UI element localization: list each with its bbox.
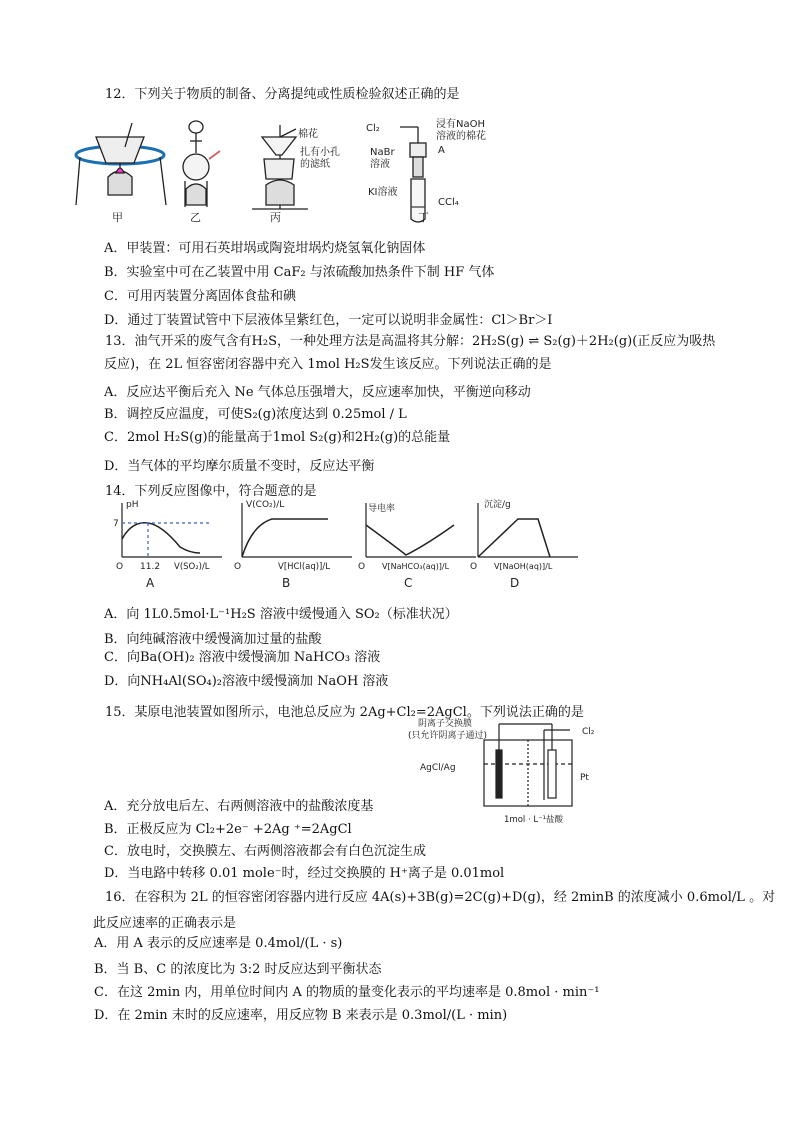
q16-option-d: D．在 2min 末时的反应速率，用反应物 B 来表示是 0.3mol/(L · min) [94,1008,508,1023]
label-cotton: 棉花 [298,129,318,140]
label-pt-electrode: Pt [580,773,589,783]
q14-graphs-figure [110,495,580,595]
apparatus-yi [183,121,220,207]
q15-option-c: C．放电时，交换膜左、右两侧溶液都会有白色沉淀生成 [104,844,426,859]
q12-option-b: B．实验室中可在乙装置中用 CaF₂ 与浓硫酸加热条件下制 HF 气体 [104,265,495,280]
q16-stem: 16．在容积为 2L 的恒容密闭容器内进行反应 4A(s)+3B(g)=2C(g)+D(g)，经 2minB 的浓度减小 0.6mol/L 。对 [105,890,776,905]
label-naoh-2: 溶液的棉花 [436,131,486,142]
q13-option-d: D．当气体的平均摩尔质量不变时，反应达平衡 [104,459,375,474]
q14-option-d: D．向NH₄Al(SO₄)₂溶液中缓慢滴加 NaOH 溶液 [104,674,389,689]
graph-d-xlabel: V[NaOH(aq)]/L [494,562,553,571]
graph-b-letter: B [282,576,291,590]
label-ding: 丁 [418,211,429,224]
q16-stem-line2: 此反应速率的正确表示是 [93,916,237,931]
label-ki: KI溶液 [368,187,398,198]
graph-a-xlabel: V(SO₂)/L [174,562,210,572]
apparatus-jia [76,123,166,205]
graph-a-letter: A [146,576,155,590]
q15-battery-figure [408,719,620,830]
q16-option-a: A．用 A 表示的反应速率是 0.4mol/(L · s) [94,936,343,951]
graph-b [242,503,352,557]
graph-b-ylabel: V(CO₂)/L [246,500,285,510]
label-membrane-1: 阴离子交换膜 [418,719,473,729]
label-naoh-1: 浸有NaOH [436,119,485,130]
graph-d [478,503,578,557]
graph-c-xlabel: V[NaHCO₃(aq)]/L [382,562,450,571]
q15-option-b: B．正极反应为 Cl₂+2e⁻ +2Ag ⁺=2AgCl [104,822,352,837]
label-jia: 甲 [112,211,123,224]
graph-a-tick-y: 7 [113,519,119,529]
label-a: A [438,145,445,156]
label-membrane-2: (只允许阴离子通过) [408,731,488,741]
label-bing: 丙 [270,211,281,224]
q16-option-b: B．当 B、C 的浓度比为 3:2 时反应达到平衡状态 [94,962,382,977]
label-filter-1: 扎有小孔 [300,147,340,158]
q15-option-d: D．当电路中转移 0.01 mole⁻时，经过交换膜的 H⁺离子是 0.01mol [104,866,505,881]
label-ccl4: CCl₄ [438,197,459,208]
graph-a-ylabel: pH [126,500,139,510]
q13-stem-line2: 反应)，在 2L 恒容密闭容器中充入 1mol H₂S发生该反应。下列说法正确的是 [104,357,552,372]
graph-d-ylabel: 沉淀/g [484,500,511,510]
graph-c-ylabel: 导电率 [368,504,396,514]
graph-a-tick-x: 11.2 [140,562,161,572]
apparatus-ding [400,127,426,222]
label-nabr-2: 溶液 [370,159,390,170]
q15-option-a: A．充分放电后左、右两侧溶液中的盐酸浓度基 [104,799,374,814]
label-hcl-solution: 1mol · L⁻¹盐酸 [504,815,563,825]
q16-option-c: C．在这 2min 内，用单位时间内 A 的物质的量变化表示的平均速率是 0.8mol · min⁻¹ [94,985,600,1000]
label-cl2: Cl₂ [366,123,380,134]
graph-b-xlabel: V[HCl(aq)]/L [278,562,330,572]
q14-option-b: B．向纯碱溶液中缓慢滴加过量的盐酸 [104,632,322,647]
q12-option-a: A．甲装置：可用石英坩埚或陶瓷坩埚灼烧氢氧化钠固体 [104,241,426,256]
label-filter-2: 的滤纸 [300,159,330,170]
q14-option-c: C．向Ba(OH)₂ 溶液中缓慢滴加 NaHCO₃ 溶液 [104,650,381,665]
graph-c-origin: O [358,562,366,572]
graph-b-origin: O [234,562,242,572]
q13-option-a: A．反应达平衡后充入 Ne 气体总压强增大，反应速率加快，平衡逆向移动 [104,385,531,400]
q12-option-c: C．可用丙装置分离固体食盐和碘 [104,289,296,304]
graph-a [122,503,222,557]
q15-stem: 15．某原电池装置如图所示，电池总反应为 2Ag+Cl₂=2AgCl。下列说法正确的是 [105,705,584,720]
q14-option-a: A．向 1L0.5mol·L⁻¹H₂S 溶液中缓慢通入 SO₂（标准状况） [104,607,458,622]
label-yi: 乙 [190,211,201,224]
graph-c-letter: C [404,576,413,590]
q13-stem: 13．油气开采的废气含有H₂S，一种处理方法是高温将其分解：2H₂S(g) ⇌ S₂(g)＋2H₂(g)(正反应为吸热 [105,334,716,349]
graph-d-origin: O [470,562,478,572]
graph-a-origin: O [116,562,124,572]
q12-option-d: D．通过丁装置试管中下层液体呈紫红色，一定可以说明非金属性：Cl＞Br＞I [104,313,553,328]
graph-d-letter: D [510,576,520,590]
q12-apparatus-figure [70,115,520,225]
label-cl2-inlet: Cl₂ [582,727,595,737]
q13-option-c: C．2mol H₂S(g)的能量高于1mol S₂(g)和2H₂(g)的总能量 [104,430,451,445]
q12-stem: 12．下列关于物质的制备、分离提纯或性质检验叙述正确的是 [105,87,460,102]
q14-stem: 14．下列反应图像中，符合题意的是 [105,484,317,499]
label-nabr-1: NaBr [370,147,395,158]
label-agcl-electrode: AgCl/Ag [420,763,456,773]
q13-option-b: B．调控反应温度，可使S₂(g)浓度达到 0.25mol / L [104,407,407,422]
